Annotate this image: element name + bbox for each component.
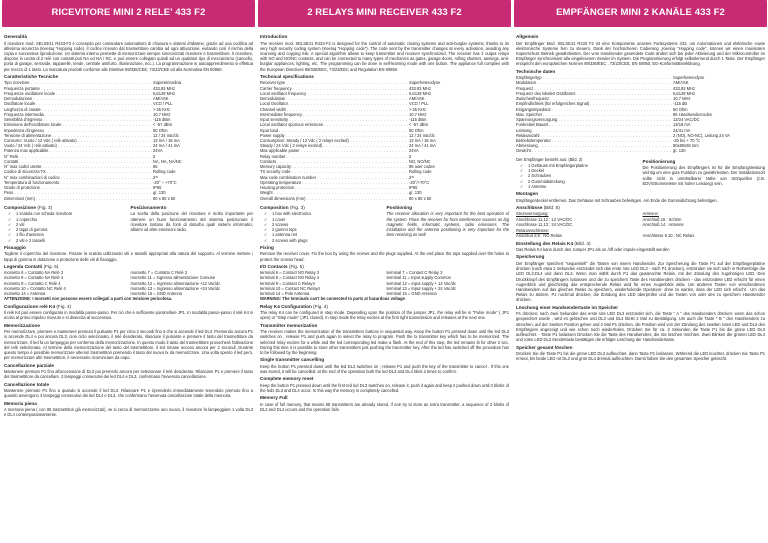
checkmark-icon: ✓ — [520, 178, 524, 184]
german-column — [514, 0, 767, 543]
en-complete-heading: Complete memory reset — [260, 376, 314, 382]
spec-value: 2 — [409, 153, 412, 159]
list-item-label: 2 gummi tops — [272, 227, 297, 233]
spec-label: Impedenza d'ingresso — [4, 127, 44, 133]
terminal-row: morsetto 14 = Antenna — [4, 291, 46, 297]
en-io-grid — [260, 270, 509, 296]
it-legend-fig: (Fig. 5) — [43, 263, 59, 269]
list-item-label: 2 viti e 2 tasselli — [16, 237, 45, 243]
spec-value: 80 x 80 x 50 — [153, 195, 176, 201]
en-relay-fig: (Fig. 4) — [313, 303, 328, 309]
en-single-text: Keep the button P1 pressed down until the led DL3 switches on ; release P1 and push the key of the transmitter to cancel . If this one was stored, it will be cancelled: at the end of the operation both the led DL3 and DL4 blink 2 times to confirm. — [260, 363, 509, 375]
checkmark-icon: ✓ — [520, 183, 524, 189]
en-complete-text: Keep the button P1 pressed down until the first red led DL3 switches on, release it, push it again and keep it pushed down until 3 blinks of the leds DL3 and DL4 occur. In this way the memory is completely cancelled. — [260, 382, 509, 394]
checkmark-icon: ✓ — [8, 211, 12, 217]
en-fix-heading: Fixing — [260, 244, 274, 250]
spec-label: Consumption: Steady / 12 Vdc ( 2 relays excited) — [260, 138, 349, 144]
spec-label: Contacts — [260, 158, 277, 164]
spec-value: Rolling code — [409, 169, 432, 175]
spec-value: 10,7 MHz — [673, 96, 691, 102]
spec-label: Grado di protezione — [4, 185, 40, 191]
de-relais-heading: Relaisanschlüsse: — [516, 228, 549, 234]
spec-label: Empfindlichkeit (für erfolgreiches Signal) — [516, 101, 590, 107]
spec-value: VCO / PLL — [409, 101, 429, 107]
de-loesch2-heading: Speicher gesamt löschen — [516, 344, 573, 350]
spec-label: Frequenza intermedia — [4, 111, 44, 117]
spec-leader-dots — [532, 148, 672, 153]
it-fix-text: Togliere il coperchio del ricevitore. Fissare la scatola utilizzando viti e tasselli appropriati alla natura del supporto. Al termine mettere i tappi di gomma in dotazione a protezione delle viti di fissaggio. — [4, 251, 253, 262]
en-io-warning: WARNING: The terminals can't be connected to parts at hazardous voltage — [260, 296, 405, 302]
spec-label: Modulation — [516, 80, 537, 86]
spec-label: Housing protection — [260, 185, 295, 191]
spec-value: AM/ASK — [409, 96, 425, 102]
de-einst-heading: Einstellung des Relais K4 — [516, 240, 574, 246]
terminal-row: morsetto 12 = Ingresso alimentazione +12 Vac/dc — [130, 280, 221, 286]
it-comp-fig: (Fig. 3) — [37, 204, 53, 210]
spec-label: Demodulation — [260, 96, 286, 102]
list-item — [4, 238, 127, 243]
spec-label: Intermediate frequency — [260, 111, 302, 117]
list-item-label: 2 tappi di gomma — [16, 227, 48, 233]
spec-label: Max. Speicher — [516, 111, 543, 117]
it-pos-heading: Posizionamento — [130, 204, 167, 210]
spec-label: Local oscillator frequency — [260, 90, 307, 96]
spec-value: 433,92 MHz — [153, 85, 176, 91]
de-speich-text: Der Empfänger speichert "sequentiell" die Tasten von einem Handsender. Zur Speicherung die Taste P1 auf der Empfängerplatine drücken (nach etwa 2 Sekunden entzündet sich das erste rote LED DL3 - nach P1 drücken), entzünden sie sich nach in Reihenfolge die LED DL3,DL4 und dann DL3. Wenn man wählt durch P1 das gewünschte Relais, mit der Zündung des zugehörigen LED. Den Druckknopf des Empfängers loslassen und die zu speichern Taste des Handsenders drücken - das entzündete LED erlischt für einen Augenblick und gleichzeitig das entsprechende Relais wird für einen Augenblick aktiv. Um anderen Tasten von verschiedenen Handsendern auf das gleichen Relais zu speichern, wiederholende Operation- ohne zu warten, dass der LED sich erlischt . Um das Relais zu ändern, P1 nochmal drücken, die Zündung des LED überprüfen und die Tasten von oder des zu speichern Handsender drücken. — [516, 260, 765, 303]
terminal-row: Anschluß 15 : Schirm — [642, 216, 682, 222]
it-general-heading: Generalità — [4, 34, 27, 39]
list-item-label: 1 Gehäuse mit Empfängerplatine — [528, 162, 588, 168]
en-tx-heading: Transmitter memorization — [260, 322, 318, 328]
it-cancel1-text: Mantenere premuto P1 fino all'accensione di DL3 poi premerlo ancora per selezionare il relè desiderato. Rilasciare P1 e premere il tasto del trasmettitore da cancellare. 2 lampeggi consecutivi dei led DL4 e DL3, confermano l'avvenuta cancellazione. — [4, 369, 253, 380]
spec-label: N° max combinazioni di codice — [4, 174, 60, 180]
spec-label: Emissione dell'oscillatore locale — [4, 122, 62, 128]
en-comp-list — [260, 211, 383, 242]
spec-value: 13/18 mA — [673, 122, 691, 128]
spec-label: Channel width — [260, 106, 286, 112]
terminal-row: terminal 9 = Contact C Relay4 — [260, 280, 315, 286]
terminal-row: morsetto 7 = Contatto C Relè 3 — [130, 270, 188, 276]
spec-value: 80 x 80 x 50 — [409, 195, 432, 201]
spec-value: 50 Ohm — [673, 106, 688, 112]
en-pos-text: The receiver allocation is very important for the best operation of the system. Place the receiver far from interference sources as big magnetic fields, informatic systems, radio emissions. The installation and the antenna positioning is very important for the best receiving as well. — [386, 211, 509, 238]
checkmark-icon: ✓ — [520, 162, 524, 168]
en-io-fig: (Fig. 5) — [288, 263, 304, 269]
spec-label: Sensibilità d'ingresso — [4, 117, 43, 123]
list-item-label: 2 Gummiabdeckung — [528, 178, 565, 184]
spec-value: 50 Ohm — [153, 127, 168, 133]
list-item-label: 1 filo d'antenna — [16, 232, 44, 238]
spec-value: -115 dBm — [153, 117, 171, 123]
it-full-text: A memoria piena ( con 85 trasmettitori già memorizzati), se si cerca di memorizzarne uno nuovo, il ricevitore fa lampeggiare 1 volta DL3 e DL4 contemporaneamente. — [4, 407, 253, 418]
en-intro-text: The receiver mod. SELSE41 R433-F2 is designed for the control of automatic closing systems and anti-burglar systems, thanks to its very high security coding system (Keeloq "Hopping code"). The code sent by the transmitter changes at every activation, avoiding any scanning and copying risk. A special algorithm allows to keep transmitter and receiver synchronized. The receiver has 2 output relays with NO and NO/NC contacts, and can be connected to many types of mechanics as gates, garage doors, rolling shutters, awnings, anti-burglar appliances, lighting, etc. The programming can be done in self-learning mode with one button. The appliance full complies with the European Directives 89/336/EEC, 73/23/EEC and Regulation EN 60950. — [260, 40, 509, 72]
spec-value: 85 user codes — [409, 164, 435, 170]
spec-value: gr. 130 — [409, 190, 422, 196]
de-ans-heading: Anschlüsse — [516, 204, 543, 210]
list-item-label: 1 Deckel — [528, 168, 544, 174]
spec-value: -20°/+70°C — [409, 179, 430, 185]
it-spec-list — [4, 80, 253, 200]
en-comp-fig: (Fig. 3) — [289, 204, 305, 210]
terminal-row: terminal 6 = Contact NO Relay 3 — [260, 270, 320, 276]
spec-label: Max applicable power — [260, 148, 300, 154]
spec-label: Empfängertyp — [516, 75, 542, 81]
spec-value: 50 Ohm — [409, 127, 424, 133]
spec-label: Frequenz des lokalen Oszillators — [516, 90, 576, 96]
it-fix-heading: Fissaggio — [4, 244, 26, 250]
checkmark-icon: ✓ — [264, 232, 268, 238]
it-relay-heading: Configurazione relè K4 — [4, 303, 56, 309]
spec-value: -115 dB — [673, 101, 688, 107]
de-allg-heading: Allgemein — [516, 34, 539, 39]
en-single-heading: Single transmitter cancelling — [260, 357, 325, 363]
terminal-row: Anschlüsse 11,13 : 24 VAC/DC — [516, 221, 573, 227]
list-item-label: 2 screws — [272, 221, 289, 227]
spec-value: Superheterodyne — [673, 75, 705, 81]
en-intro-heading: Introduction — [260, 34, 288, 39]
spec-row — [4, 196, 253, 201]
it-legend-heading: Legenda Contatti — [4, 263, 43, 269]
en-full-text: In case of full memory, that means 85 transmitters are already stored, if one try to store an extra transmitter, a sequence of 3 blinks of DL3 and DL4 occurs and the operation fails. — [260, 401, 509, 413]
de-einst-text: Das Relais K4 kann durch den Jumper JP1 als on /off oder impuls eingestellt werden — [516, 247, 670, 253]
it-comp-list — [4, 211, 127, 242]
de-tech-heading: Technische daten — [516, 68, 556, 74]
spec-label: Relaisanzahl — [516, 132, 540, 138]
de-liefer-text: Der Empfänger besteht aus: (Bild. 3) — [516, 156, 583, 162]
de-strom-heading: Stromversorgung: — [516, 211, 549, 217]
spec-value: Rolling code — [153, 169, 176, 175]
list-item-label: 1 Antenne — [528, 183, 547, 189]
spec-value: VCO / PLL — [153, 101, 173, 107]
spec-label: Abmessung — [516, 143, 538, 149]
spec-value: > 25 KHz — [153, 106, 170, 112]
german-banner: EMPFÄNGER MINI 2 KANÄLE 433 F2 — [514, 0, 767, 27]
spec-value: 85 — [153, 164, 158, 170]
spec-label: Overall dimensions (mm) — [260, 195, 306, 201]
de-speich-heading: Speicherung — [516, 254, 545, 260]
spec-value: < -57 dBm — [153, 122, 172, 128]
de-pos-text: Die Positionierung des Empfängers ist für die Empfangsleistung wichtig um eine gute Funktion zu gewährleisten. Der Installationsort sollte nicht in unmittelbarer Nähe von Störquellen (z.B. EDV/Strommeteter mit hoher Leistung) sein. — [642, 165, 765, 186]
terminal-row: terminal 13 = Input supply + 24 Vac/dc — [386, 285, 457, 291]
de-liefer-list — [516, 163, 639, 189]
terminal-row: terminal 7 = Contact C Relay 3 — [386, 270, 443, 276]
en-spec-list — [260, 80, 509, 200]
spec-value: 24 mA / 41 mA — [153, 143, 180, 149]
spec-value: 10.7 MHz — [409, 111, 427, 117]
de-loesch2-text: Drücken Sie die Taste P1 bis die grüne LED DL3 aufleuchtet, dann Taste P1 loslassen. Während die LED leuchtet, drücken Sie Taste P1 erneut, bis beide LED rot DL3 und grün DL4 dreimal aufleuchten. Damit haben Sie den gesamten Speicher gelöscht. — [516, 351, 765, 362]
spec-value: 80x80x50 mm — [673, 143, 699, 149]
spec-value: 24VA — [409, 148, 419, 154]
spec-value: 2³² — [409, 174, 415, 180]
de-mont-heading: Montagen — [516, 191, 539, 197]
spec-value: < -57 dBm — [409, 122, 428, 128]
list-item-label: 2 screws with plugs — [272, 237, 308, 243]
spec-leader-dots — [36, 196, 152, 201]
spec-label: Relay number — [260, 153, 286, 159]
checkmark-icon: ✓ — [8, 232, 12, 238]
de-ans-fig: (Bild. 5) — [543, 204, 560, 210]
spec-label: Power supply — [260, 132, 285, 138]
italian-column — [2, 0, 255, 543]
checkmark-icon: ✓ — [520, 168, 524, 174]
it-relay-text: Il relè K4 può essere configurato in modalità passo-passo. Per ciò che è sufficiente ponticellare JP1. In modalità passo-passo il relè K4 si eccita al primo impulso ricevuto e si diseccita al successivo. — [4, 310, 253, 321]
spec-value: 12 / 24 Vac/dc — [153, 132, 179, 138]
spec-label: Frequenza oscillatore locale — [4, 90, 55, 96]
en-fix-text: Remove the receiver cover. Fix the box by using the screws and the plugs supplied. At the end place the tops supplied over the holes to protect the screws head. — [260, 251, 509, 262]
spec-label: Temperatura di funzionamento — [4, 179, 60, 185]
terminal-row: morsetto 11 = Ingresso alimentazione Comune — [130, 275, 216, 281]
spec-label: Codice di sicurezza TX — [4, 169, 46, 175]
checkmark-icon: ✓ — [520, 173, 524, 179]
spec-label: Input sensitivity — [260, 117, 288, 123]
spec-label: Contatti — [4, 158, 19, 164]
list-item-label: 1 box with electronics — [272, 211, 312, 217]
spec-label: Steady / 24 Vdc ( 2 relays excited) — [260, 143, 323, 149]
de-spec-list — [516, 75, 765, 154]
spec-value: 13 mA / 18 mA — [153, 138, 180, 144]
spec-value: > 25 KHz — [409, 106, 426, 112]
spec-value: 433.92 MHz — [409, 85, 432, 91]
spec-row — [516, 148, 765, 153]
list-item-label: 1 antenna net — [272, 232, 298, 238]
spec-label: Spannungsversorgung — [516, 117, 558, 123]
en-tx-text: The receiver makes the memorization of the transmitters buttons in sequential way. Keep the button P1 pressed down until the led DL3 switches on , release P1 and push again to select the relay to program. Push the tx transmitter key which has to be memorized. The selected relay excites for a while and the led corresponding led make a flash. At the end of this step, the led remains lit for other 2 sec. During this time it is possible to store other transmitters just pushing the transmitter key. After the led has switched off the procedure has to be followed by the beginning. — [260, 329, 509, 356]
spec-value: 12 / 24 Vac/dc — [409, 132, 435, 138]
list-item-label: 2 Schrauben — [528, 173, 552, 179]
spec-value: gr. 130 — [673, 148, 686, 154]
spec-value: gr. 130 — [153, 190, 166, 196]
list-item-label: 2 viti — [16, 221, 25, 227]
spec-label: Betriebstemperatur — [516, 138, 551, 144]
spec-label: TX security code — [260, 169, 291, 175]
terminal-row: morsetto 6 = Contatto NA Relè 3 — [4, 270, 64, 276]
en-tech-heading: Technical specifications — [260, 73, 314, 79]
spec-label: Zwischenfrequenz — [516, 96, 550, 102]
list-item — [516, 184, 639, 189]
terminal-row: terminal 8 = Contact NO Relay 4 — [260, 275, 320, 281]
english-banner: 2 RELAYS MINI RECEIVER 433 F2 — [258, 0, 511, 27]
list-item — [260, 238, 383, 243]
checkmark-icon: ✓ — [264, 227, 268, 233]
checkmark-icon: ✓ — [8, 216, 12, 222]
spec-leader-dots — [307, 196, 409, 201]
terminal-row: terminal 12 = Input supply + 12 Vac/dc — [386, 280, 457, 286]
spec-value: 6,6128 MHz — [153, 90, 176, 96]
spec-label: Vuoto / 24 Vdc ( relè attivato) — [4, 143, 57, 149]
spec-value: Superheterodyne — [409, 80, 441, 86]
it-legend-warning: ATTENZIONE: I morsetti non possono essere collegati a parti con tensione pericolosa. — [4, 296, 173, 302]
spec-value: 2³² — [153, 174, 159, 180]
checkmark-icon: ✓ — [264, 237, 268, 243]
it-relay-fig: (Fig. 4) — [56, 303, 72, 309]
spec-value: 433,92 MHz — [673, 85, 696, 91]
spec-value: AM/ASK — [153, 96, 169, 102]
list-item-label: 1 coperchio — [16, 216, 38, 222]
spec-label: Eingangsimpedanz — [516, 106, 551, 112]
terminal-row: terminal 11 = Input supply Common — [386, 275, 451, 281]
spec-value: 24VA — [153, 148, 163, 154]
it-mem-heading: Memorizzazione — [4, 322, 40, 328]
it-full-heading: Memoria piena — [4, 400, 37, 406]
spec-value: IP65 — [153, 185, 162, 191]
checkmark-icon: ✓ — [264, 216, 268, 222]
de-allg-text: Der Empfänger Mod. SELSE41 R433 F2 ist eine Komponente unseres Funksystems 433, um Automationen und elektrische sowie elektronische Systeme fern zu steuern. Dank der hochsicheren Codierung „Keeloq "Hopping code", können wir einen maximalen Kopierschutz Betrieb gewährleisten. Der vom Handsender gesendete Code ändert sich bei jeder Aktivierung und der Mikrocontroller im Empfänger synchronisiert alle eingelesenen Sender im System. Die Programmierung erfolgt selbstlernend durch 1 Taste. Der Empfänger entspricht den europäischen Normen 89/336/EEC , 73/23/CEE, EN 60950, EG-Konformitätserklärung. — [516, 40, 765, 67]
spec-label: Frequenza portante — [4, 85, 40, 91]
spec-label: Operating temperature — [260, 179, 302, 185]
it-cancel2-heading: Cancellazione totale — [4, 381, 50, 387]
list-item-label: 1 cover — [272, 216, 286, 222]
spec-label: Dimensioni (mm) — [4, 195, 35, 201]
spec-label: Tipo ricevitore — [4, 80, 30, 86]
spec-label: Max code combination number — [260, 174, 316, 180]
spec-value: AM/ASK — [673, 80, 689, 86]
it-comp-heading: Composizione — [4, 204, 37, 210]
terminal-row: morsetto 13 = Ingresso alimentazione +24 Vac/dc — [130, 285, 221, 291]
it-cancel2-text: Mantenere premuto P1 fino a quando si accende il led DL3. Rilasciare P1 e riprenderlo immediatamente tenendolo premuto fino a quando avvengono 3 lampeggi consecutivi dei led DL4 e DL3, che confermano l'avvenuta cancellazione totale della memoria. — [4, 388, 253, 399]
checkmark-icon: ✓ — [8, 227, 12, 233]
spec-label: Tensione di alimentazione — [4, 132, 52, 138]
italian-banner: RICEVITORE MINI 2 RELE' 433 F2 — [2, 0, 255, 27]
spec-label: Larghezza di canale — [4, 106, 41, 112]
spec-label: Local Oscillator — [260, 101, 288, 107]
checkmark-icon: ✓ — [8, 221, 12, 227]
spec-value: -20 bis + 70 °C — [673, 138, 701, 144]
terminal-row: Anschluß 8,9 : NO Relais — [516, 233, 562, 239]
spec-value: 10,7 MHz — [153, 111, 171, 117]
terminal-row: Anschlüsse 11,12 : 12 VAC/DC — [516, 216, 573, 222]
spec-label: Funkrelais Bauart — [516, 122, 549, 128]
spec-label: N° max codici utente — [4, 164, 42, 170]
de-antenna-heading: Antenne: — [642, 211, 659, 217]
spec-value: NA, NA, NA/NC — [153, 158, 182, 164]
spec-value: 24 mA / 41 mA — [409, 143, 436, 149]
checkmark-icon: ✓ — [264, 221, 268, 227]
terminal-row: morsetto 15 = GND Antenna — [130, 291, 183, 297]
terminal-row: morsetto 10 = Contatto NC Relè 4 — [4, 285, 66, 291]
spec-label: Oscillatore locale — [4, 101, 36, 107]
spec-value: -20° ÷ +70°C — [153, 179, 177, 185]
checkmark-icon: ✓ — [264, 211, 268, 217]
spec-value: 24/41 mA — [673, 127, 691, 133]
spec-label: Gewicht — [516, 148, 531, 154]
spec-row — [260, 196, 509, 201]
spec-label: Input load — [260, 127, 278, 133]
spec-value: -115 dBm — [409, 117, 427, 123]
spec-label: Carrier frequency — [260, 85, 292, 91]
checkmark-icon: ✓ — [8, 237, 12, 243]
terminal-row: morsetto 9 = Contatto C Relè 4 — [4, 280, 61, 286]
en-io-heading: I/O Contacts — [260, 263, 288, 269]
de-pos-heading: Positionierung — [642, 158, 676, 164]
en-relay-heading: Relay K4 Configuration — [260, 303, 312, 309]
spec-label: Peso — [4, 190, 14, 196]
de-loesch1-text: P1 drücken; nach zwei Sekunden das erste rote LED DL3 entzündet sich, die Taste " A " des Handsenders drücken: wenn das schon gespeichert wurde , wird es gelöschen und DL3 und DL4 blinkt 2 Mal zu Bestätigung. Um auch die Taste " B " des Handsenders zu streichen, auf der zweiten Position gehen und 2 Mal P1 drücken, die Position wird von der Zündung des zweiten roten LED und DL3 des Empfängers angezeigt und wie schon noch wiederholen. Drücken Sie für ca. 2 Sekunden die Taste P1 bis die grüne LED DL3 aufleuchtet. - Taste P1 loslassen Drücken Sie die Taste des Handsenders, die Sie löschen möchten. Zwei Blinken der grünen LED DL4 und roten LED DL3 Sendertaste bestätigen die erfolgte Löschung der Handsendertaste. — [516, 311, 765, 343]
spec-label: Receiver type — [260, 80, 286, 86]
terminal-row: Anschlüsse 9,10 : NC Relais — [642, 233, 695, 239]
de-loesch1-heading: Löschung einer Handsendertaste im Speicher — [516, 304, 619, 310]
spec-label: Consumo: Vuoto / 12 Vdc ( relè attivato) — [4, 138, 77, 144]
spec-label: Local oscillator spurious emissions — [260, 122, 324, 128]
terminal-row: morsetto 8 = Contatto NA Relè 4 — [4, 275, 64, 281]
spec-label: Frequenz — [516, 85, 534, 91]
de-einst-fig: (Bild. 4) — [574, 240, 591, 246]
spec-value: 6,6128 MHz — [673, 90, 696, 96]
terminal-row: Anschluß 14 : Antenne — [642, 221, 684, 227]
terminal-row: terminal 15 = GND Antenna — [386, 291, 437, 297]
de-ans-grid — [516, 211, 765, 227]
spec-value: 85 Handsendercodes — [673, 111, 712, 117]
spec-label: Leistung — [516, 127, 532, 133]
en-full-heading: Memory Full — [260, 395, 288, 401]
it-mem-text: Per memorizzare, premere e mantenere premuto il pulsante P1 per circa 2 secondi fino a che si accende il led DL3. Premendo ancora P1 si accende DL4 e poi ancora DL3, cioè ciclo selezionato, il relè desiderato, rilasciare il pulsante e premere il tasto del trasmettitore da memorizzare. Il led fa un lampeggio per conferma della memorizzazione. In questo modo il tasto del trasmettitore provocherà l'attivazione del relè selezionato. Al termine della memorizzazione del tasto del trasmettitore, il led rimane acceso ancora per 2 secondi. Durante questo tempo è possibile memorizzare ulteriori trasmettitori premendo il tasto del nuovo tx da memorizzare. Una volta spento il led però, per memorizzare altri trasmettitori, è necessario ricominciare da capo. — [4, 329, 253, 361]
it-cancel1-heading: Cancellazione parziale — [4, 362, 55, 368]
spec-label: Demodulazione — [4, 96, 33, 102]
list-item-label: 1 scatola con scheda ricevitore — [16, 211, 73, 217]
it-general-text: Il ricevitore mod. SELSE41 R433-F2 è concepito per comandare automatismi di chiusura e sistemi d'allarme, grazie ad una codifica ad altissima sicurezza (Keeloq "Hopping code). Il codice ricevuto dal trasmettitore cambia ad ogni attivazione, evitando così il rischio della copia e successiva riproduzione. Un sistema interno permette di memorizzare sempre sincronizzati ricevitore e trasmettitore. Il ricevitore, dispone in uscita di 2 relè con contatti puri NA ed NA / NC, e può essere collegato quindi ad un qualsiasi tipo di meccanismo (cancello, porta di garage, serrande, tapparelle, tende, centrale antifurto, illuminazione, ecc.). La programmazione in autoapprendimento si effettua per mezzo di 1 tasto. La marcatura prodotti conforme alle Direttive 89/336/CEE, 73/23/CEE ed alla Normativa EN 60950. — [4, 40, 253, 72]
spec-label: Weight — [260, 190, 273, 196]
spec-label: Memory capacity — [260, 164, 291, 170]
spec-value: 2 — [153, 153, 156, 159]
spec-value: 12/24 VAC/DC — [673, 117, 700, 123]
spec-value: IP65 — [409, 185, 418, 191]
terminal-row: terminal 14 = Pole Antenna — [260, 291, 310, 297]
it-pos-text: La scelta della posizione del ricevitore è molto importante per ottenere un buon funzionamento del sistema posizionare il ricevitore lontano da fonti di disturbo quali sistemi informatici, allarmi od altre emissioni radio. — [130, 211, 253, 233]
en-relay-text: The relay K4 can be configured in step mode. Depending upon the position of the jumper JP1, the relay will be in "Pulse mode" ( JP1 open) or "Step mode" (JP1 closed). In step mode the relay excites at the first right transmission and releases at the next one. — [260, 310, 509, 321]
spec-value: Supereterodina — [153, 80, 181, 86]
it-legend-grid — [4, 270, 253, 296]
spec-label: N° Relè — [4, 153, 19, 159]
it-tech-heading: Caratteristiche Tecniche — [4, 73, 59, 79]
spec-value: 13 mA / 18 mA — [409, 138, 436, 144]
en-pos-heading: Positioning — [386, 204, 413, 210]
spec-value: 2 (NO), NO-NC), Leitung 24 VA — [673, 132, 731, 138]
de-relais-grid — [516, 233, 765, 238]
de-mont-text: Empfängerdeckel entfernen. Das Gehäuse mit Schrauben befestigen. Am Ende die Gummidichtung befestigen. — [516, 197, 718, 203]
spec-value: 6.6128 MHz — [409, 90, 432, 96]
en-comp-heading: Composition — [260, 204, 289, 210]
terminal-row: terminal 10 = Contact NC Relay4 — [260, 285, 320, 291]
english-column — [258, 0, 511, 543]
spec-label: Potenza max applicabile — [4, 148, 49, 154]
spec-value: NO, NO/NC — [409, 158, 431, 164]
